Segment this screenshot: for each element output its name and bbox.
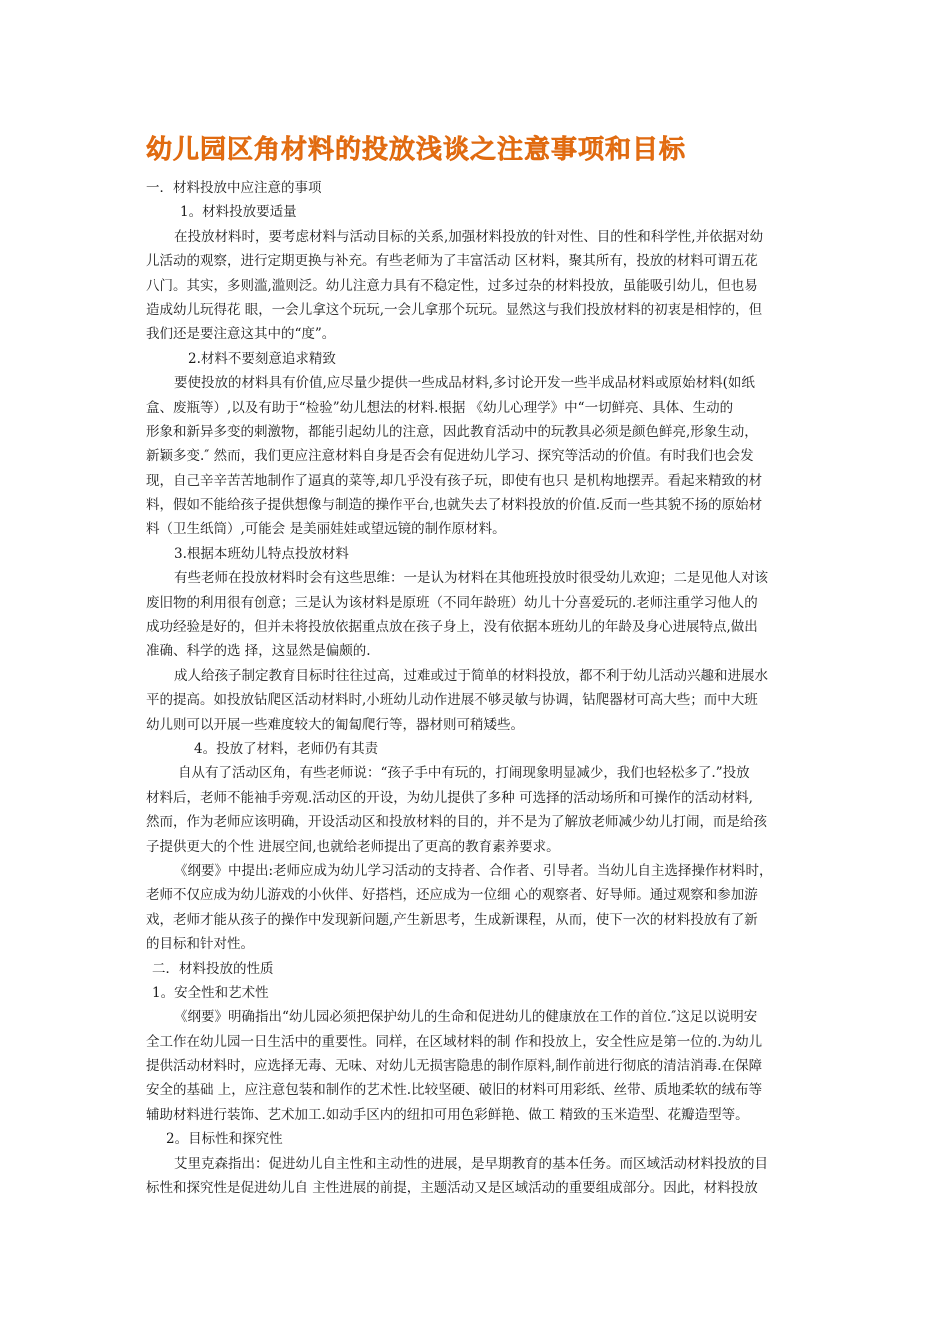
- text-line: 料（卫生纸筒）,可能会 是美丽娃娃或望远镜的制作原材料。: [146, 521, 506, 538]
- text-line: 2。目标性和探究性: [166, 1131, 283, 1148]
- text-line: 形象和新异多变的刺激物，都能引起幼儿的注意，因此教育活动中的玩教具必须是颜色鲜亮,形象生动，: [146, 423, 758, 440]
- text-line: 的目标和针对性。: [146, 936, 254, 953]
- text-line: 艾里克森指出：促进幼儿自主性和主动性的进展，是早期教育的基本任务。而区域活动材料投放的目: [174, 1155, 768, 1172]
- text-line: 成功经验是好的，但并未将投放依据重点放在孩子身上，没有依据本班幼儿的年龄及身心进展特点,做出: [146, 619, 758, 636]
- text-line: 废旧物的利用很有创意；三是认为该材料是原班（不同年龄班）幼儿十分喜爱玩的.老师注重学习他人的: [146, 594, 758, 611]
- text-line: 戏，老师才能从孩子的操作中发现新问题,产生新思考，生成新课程，从而，使下一次的材料投放有了新: [146, 911, 758, 928]
- text-line: 造成幼儿玩得花 眼，一会儿拿这个玩玩,一会儿拿那个玩玩。显然这与我们投放材料的初衷是相悖的，但: [146, 301, 763, 318]
- text-line: 八门。其实，多则滥,滥则泛。幼儿注意力具有不稳定性，过多过杂的材料投放，虽能吸引幼儿，但也易: [146, 277, 758, 294]
- text-line: 《纲要》中提出:老师应成为幼儿学习活动的支持者、合作者、引导者。当幼儿自主选择操作材料时，: [174, 862, 773, 879]
- text-line: 然而，作为老师应该明确，开设活动区和投放材料的目的，并不是为了解放老师减少幼儿打闹，而是给孩: [146, 814, 767, 831]
- text-line: 子提供更大的个性 进展空间,也就给老师提出了更高的教育素养要求。: [146, 838, 560, 855]
- document-body: [146, 176, 810, 1200]
- text-line: 1。安全性和艺术性: [152, 984, 269, 1001]
- text-line: 要使投放的材料具有价值,应尽量少提供一些成品材料,多讨论开发一些半成品材料或原始材料(如纸: [174, 375, 755, 392]
- text-line: 标性和探究性是促进幼儿自 主性进展的前提，主题活动又是区域活动的重要组成部分。因此，材料投放: [146, 1180, 758, 1197]
- text-line: 《纲要》明确指出“幼儿园必须把保护幼儿的生命和促进幼儿的健康放在工作的首位.″这足以说明安: [174, 1009, 758, 1026]
- text-line: 料，假如不能给孩子提供想像与制造的操作平台,也就失去了材料投放的价值.反而一些其貌不扬的原始材: [146, 497, 763, 514]
- text-line: 材料后，老师不能袖手旁观.活动区的开设，为幼儿提供了多种 可选择的活动场所和可操作的活动材料,: [146, 789, 753, 806]
- text-line: 新颖多变.″ 然而，我们更应注意材料自身是否会有促进幼儿学习、探究等活动的价值。有时我们也会发: [146, 448, 754, 465]
- text-line: 幼儿则可以开展一些难度较大的匍匐爬行等，器材则可稍矮些。: [146, 716, 524, 733]
- text-line: 准确、科学的选 择，这显然是偏颇的.: [146, 643, 371, 660]
- text-line: 安全的基础 上，应注意包装和制作的艺术性.比较坚硬、破旧的材料可用彩纸、丝带、质地柔软的绒布等: [146, 1082, 763, 1099]
- text-line: 辅助材料进行装饰、艺术加工.如动手区内的纽扣可用色彩鲜艳、做工 精致的玉米造型、花瓣造型等。: [146, 1106, 749, 1123]
- text-line: 4。投放了材料，老师仍有其责: [194, 740, 379, 757]
- text-line: 现，自己辛辛苦苦地制作了逼真的菜等,却几乎没有孩子玩，即使有也只 是机构地摆弄。看起来精致的材: [146, 472, 763, 489]
- document-title: 幼儿园区角材料的投放浅谈之注意事项和目标: [146, 135, 687, 165]
- text-line: 儿活动的观察，进行定期更换与补充。有些老师为了丰富活动 区材料，聚其所有，投放的材料可谓五花: [146, 253, 758, 270]
- text-line: 2.材料不要刻意追求精致: [188, 350, 336, 367]
- text-line: 二．材料投放的性质: [152, 960, 274, 977]
- text-line: 老师不仅应成为幼儿游戏的小伙伴、好搭档，还应成为一位细 心的观察者、好导师。通过观察和参加游: [146, 887, 758, 904]
- text-line: 一．材料投放中应注意的事项: [146, 180, 322, 196]
- text-line: 我们还是要注意这其中的“度”。: [146, 326, 336, 343]
- text-line: 平的提高。如投放钻爬区活动材料时,小班幼儿动作进展不够灵敏与协调，钻爬器材可高大些；而中大班: [146, 692, 758, 709]
- text-line: 全工作在幼儿园一日生活中的重要性。同样，在区域材料的制 作和投放上，安全性应是第一位的.为幼儿: [146, 1033, 763, 1050]
- text-line: 盒、废瓶等）,以及有助于“检验”幼儿想法的材料.根据 《幼儿心理学》中“一切鲜亮、具体、生动的: [146, 399, 734, 416]
- text-line: 有些老师在投放材料时会有这些思维：一是认为材料在其他班投放时很受幼儿欢迎；二是见他人对该: [174, 570, 768, 587]
- text-line: 自从有了活动区角，有些老师说：“孩子手中有玩的，打闹现象明显减少，我们也轻松多了.”投放: [178, 765, 750, 782]
- text-line: 在投放材料时，要考虑材料与活动目标的关系,加强材料投放的针对性、目的性和科学性,并依据对幼: [174, 228, 764, 245]
- text-line: 3.根据本班幼儿特点投放材料: [174, 545, 349, 562]
- text-line: 成人给孩子制定教育目标时往往过高，过难或过于简单的材料投放，都不利于幼儿活动兴趣和进展水: [174, 667, 768, 684]
- text-line: 1。材料投放要适量: [180, 204, 297, 221]
- text-line: 提供活动材料时，应选择无毒、无味、对幼儿无损害隐患的制作原料,制作前进行彻底的清洁消毒.在保障: [146, 1058, 763, 1075]
